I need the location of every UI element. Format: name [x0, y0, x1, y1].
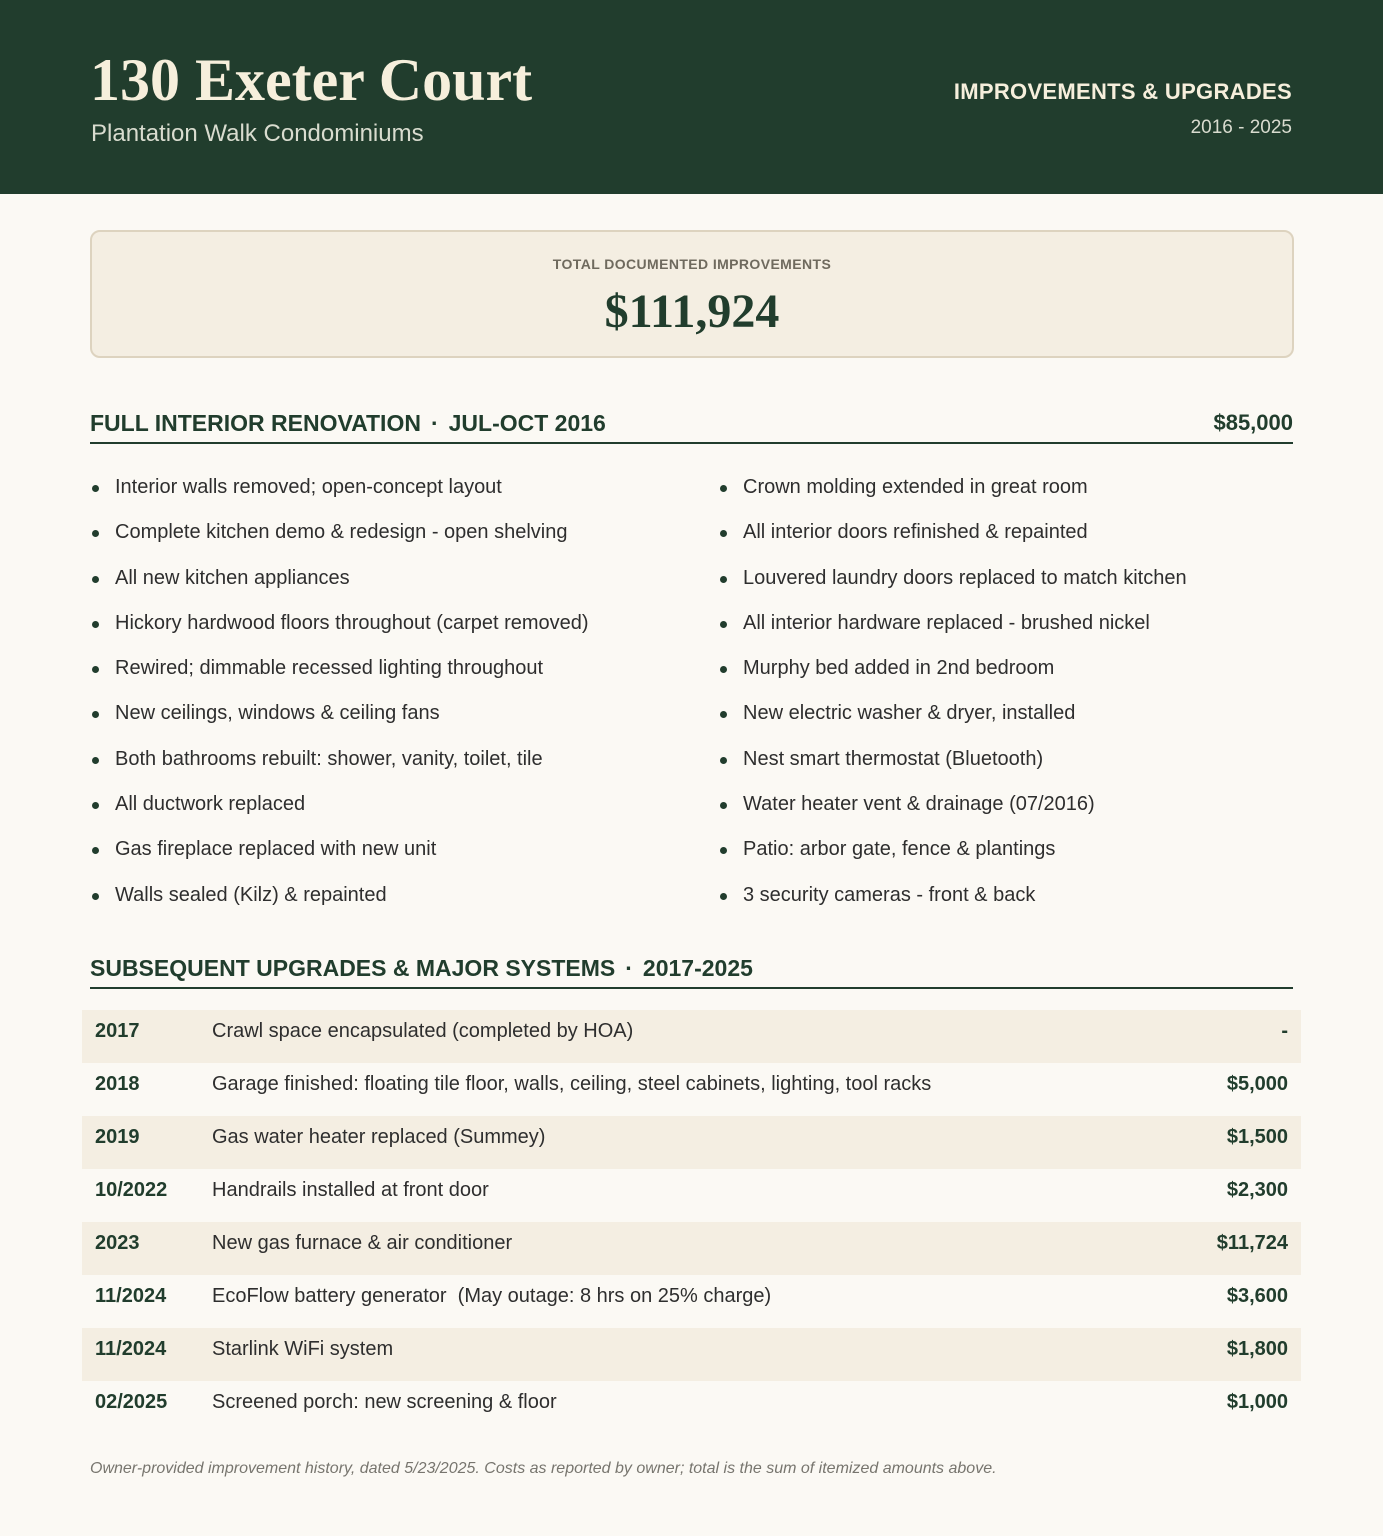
renovation-period: JUL-OCT 2016: [448, 410, 606, 436]
row-description: Handrails installed at front door: [212, 1179, 489, 1201]
row-cost: $1,800: [1226, 1338, 1288, 1360]
property-subtitle: Plantation Walk Condominiums: [91, 120, 424, 147]
row-cost: $5,000: [1226, 1073, 1288, 1095]
row-cost: $3,600: [1226, 1285, 1288, 1307]
list-item: Rewired; dimmable recessed lighting throughout: [90, 653, 690, 698]
list-item: Gas fireplace replaced with new unit: [90, 834, 690, 879]
renovation-separator: ·: [430, 410, 439, 436]
list-item: Murphy bed added in 2nd bedroom: [718, 653, 1318, 698]
row-description: Garage finished: floating tile floor, walls, ceiling, steel cabinets, lighting, tool racks: [212, 1073, 932, 1095]
footnote: Owner-provided improvement history, dated 5/23/2025. Costs as reported by owner; total is the sum of itemized amounts above.: [90, 1460, 997, 1477]
list-item: Hickory hardwood floors throughout (carpet removed): [90, 608, 690, 653]
upgrades-period: 2017-2025: [642, 955, 753, 981]
renovation-heading: [90, 408, 606, 438]
row-description: EcoFlow battery generator (May outage: 8 hrs on 25% charge): [212, 1285, 772, 1307]
row-description: New gas furnace & air conditioner: [212, 1232, 513, 1254]
row-date: 11/2024: [95, 1338, 167, 1360]
list-item: All interior doors refinished & repainted: [718, 517, 1318, 562]
row-cost: $1,500: [1226, 1126, 1288, 1148]
row-date: 2019: [95, 1126, 140, 1148]
document-years: 2016 - 2025: [1190, 117, 1292, 138]
row-cost: -: [1281, 1020, 1288, 1042]
row-cost: $11,724: [1216, 1232, 1288, 1254]
row-date: 02/2025: [95, 1391, 168, 1413]
table-row: [82, 1275, 1301, 1328]
list-item: New electric washer & dryer, installed: [718, 698, 1318, 743]
total-value: $111,924: [604, 285, 780, 338]
table-row: [82, 1116, 1301, 1169]
renovation-title: FULL INTERIOR RENOVATION: [90, 410, 421, 436]
table-row: [82, 1328, 1301, 1381]
upgrades-separator: ·: [625, 955, 633, 981]
renovation-cost: $85,000: [1213, 410, 1293, 435]
list-item: Louvered laundry doors replaced to match kitchen: [718, 563, 1318, 608]
total-summary-box: [90, 230, 1294, 358]
row-cost: $2,300: [1226, 1179, 1288, 1201]
renovation-list-left: [90, 472, 690, 925]
list-item: Interior walls removed; open-concept layout: [90, 472, 690, 517]
list-item: 3 security cameras - front & back: [718, 880, 1318, 925]
page-header: [0, 0, 1383, 194]
list-item: Walls sealed (Kilz) & repainted: [90, 880, 690, 925]
table-row: [82, 1222, 1301, 1275]
list-item: All new kitchen appliances: [90, 563, 690, 608]
upgrades-section-header: [90, 953, 1293, 989]
table-row: [82, 1010, 1301, 1063]
row-description: Crawl space encapsulated (completed by HOA): [212, 1020, 634, 1042]
row-date: 2023: [95, 1232, 140, 1254]
document-type: IMPROVEMENTS & UPGRADES: [953, 79, 1292, 104]
list-item: Patio: arbor gate, fence & plantings: [718, 834, 1318, 879]
list-item: New ceilings, windows & ceiling fans: [90, 698, 690, 743]
property-title: 130 Exeter Court: [90, 47, 533, 113]
row-description: Starlink WiFi system: [212, 1338, 394, 1360]
row-cost: $1,000: [1226, 1391, 1288, 1413]
table-row: [82, 1169, 1301, 1222]
row-date: 11/2024: [95, 1285, 167, 1307]
list-item: All ductwork replaced: [90, 789, 690, 834]
row-description: Screened porch: new screening & floor: [212, 1391, 557, 1413]
list-item: All interior hardware replaced - brushed nickel: [718, 608, 1318, 653]
list-item: Crown molding extended in great room: [718, 472, 1318, 517]
list-item: Both bathrooms rebuilt: shower, vanity, toilet, tile: [90, 744, 690, 789]
row-description: Gas water heater replaced (Summey): [212, 1126, 546, 1148]
upgrades-table: [82, 1010, 1301, 1434]
renovation-list-right: [718, 472, 1318, 925]
list-item: Nest smart thermostat (Bluetooth): [718, 744, 1318, 789]
upgrades-title: SUBSEQUENT UPGRADES & MAJOR SYSTEMS: [90, 955, 616, 981]
list-item: Water heater vent & drainage (07/2016): [718, 789, 1318, 834]
total-label: TOTAL DOCUMENTED IMPROVEMENTS: [552, 256, 832, 272]
renovation-section-header: [90, 408, 1293, 444]
row-date: 2017: [95, 1020, 140, 1042]
row-date: 10/2022: [95, 1179, 168, 1201]
row-date: 2018: [95, 1073, 140, 1095]
list-item: Complete kitchen demo & redesign - open shelving: [90, 517, 690, 562]
table-row: [82, 1063, 1301, 1116]
table-row: [82, 1381, 1301, 1434]
upgrades-heading: [90, 953, 753, 983]
